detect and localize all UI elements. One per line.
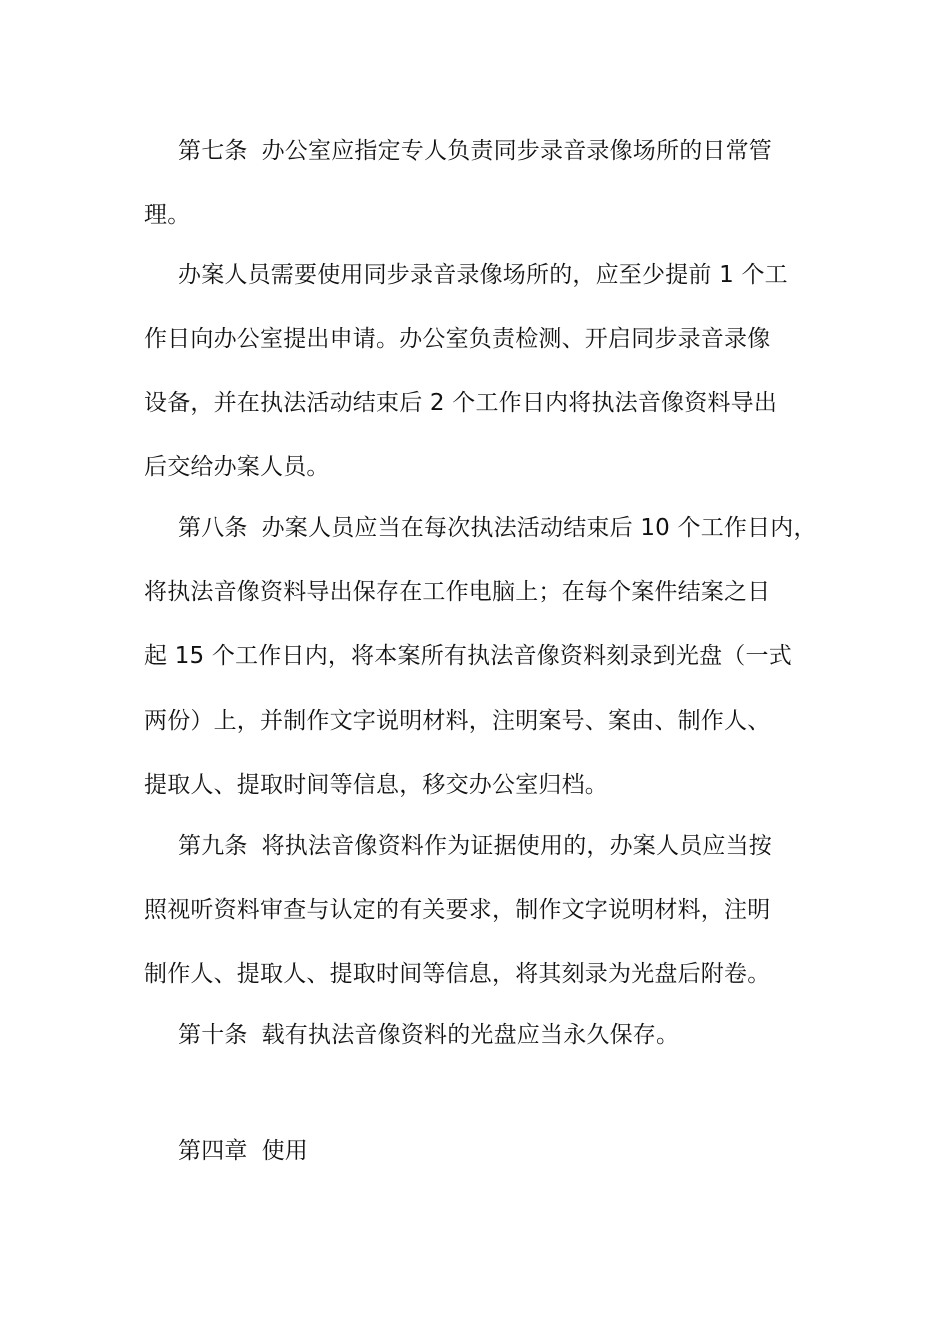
paragraph-text: 理。 <box>144 202 191 228</box>
article-9-line-1 <box>178 831 772 861</box>
paragraph-text: 载有执法音像资料的光盘应当永久保存。 <box>261 1022 680 1048</box>
article-8-line-5 <box>144 770 608 800</box>
article-number: 第八条 <box>178 515 248 541</box>
article-number: 第七条 <box>178 138 248 164</box>
paragraph-text: 办案人员需要使用同步录音录像场所的，应至少提前 1 个工 <box>178 262 788 288</box>
article-8-line-3 <box>144 641 792 671</box>
article-7-p2-line-3 <box>144 388 777 418</box>
paragraph-text: 办公室应指定专人负责同步录音录像场所的日常管 <box>261 138 773 164</box>
chapter-title: 使用 <box>261 1138 309 1164</box>
article-9-line-3 <box>144 959 770 989</box>
paragraph-text: 照视听资料审查与认定的有关要求，制作文字说明材料，注明 <box>144 897 771 923</box>
paragraph-text: 两份）上，并制作文字说明材料，注明案号、案由、制作人、 <box>144 708 771 734</box>
article-7-p2-line-1 <box>178 260 788 290</box>
paragraph-text: 起 15 个工作日内，将本案所有执法音像资料刻录到光盘（一式 <box>144 643 792 669</box>
paragraph-text: 设备，并在执法活动结束后 2 个工作日内将执法音像资料导出 <box>144 390 778 416</box>
paragraph-text: 作日向办公室提出申请。办公室负责检测、开启同步录音录像 <box>144 326 771 352</box>
article-7-line-1 <box>178 136 772 166</box>
paragraph-text: 提取人、提取时间等信息，移交办公室归档。 <box>144 772 608 798</box>
chapter-number: 第四章 <box>178 1138 248 1164</box>
article-number: 第九条 <box>178 833 248 859</box>
paragraph-text: 制作人、提取人、提取时间等信息，将其刻录为光盘后附卷。 <box>144 961 771 987</box>
article-10-line-1 <box>178 1020 679 1050</box>
paragraph-text: 将执法音像资料作为证据使用的，办案人员应当按 <box>261 833 773 859</box>
article-9-line-2 <box>144 895 770 925</box>
article-7-p2-line-4 <box>144 452 330 482</box>
paragraph-text: 办案人员应当在每次执法活动结束后 10 个工作日内， <box>261 515 817 541</box>
article-7-line-2 <box>144 200 190 230</box>
chapter-heading <box>178 1136 308 1166</box>
paragraph-text: 将执法音像资料导出保存在工作电脑上；在每个案件结案之日 <box>144 579 771 605</box>
article-8-line-2 <box>144 577 770 607</box>
article-7-p2-line-2 <box>144 324 770 354</box>
paragraph-text: 后交给办案人员。 <box>144 454 330 480</box>
article-number: 第十条 <box>178 1022 248 1048</box>
article-8-line-1 <box>178 513 817 543</box>
article-8-line-4 <box>144 706 770 736</box>
